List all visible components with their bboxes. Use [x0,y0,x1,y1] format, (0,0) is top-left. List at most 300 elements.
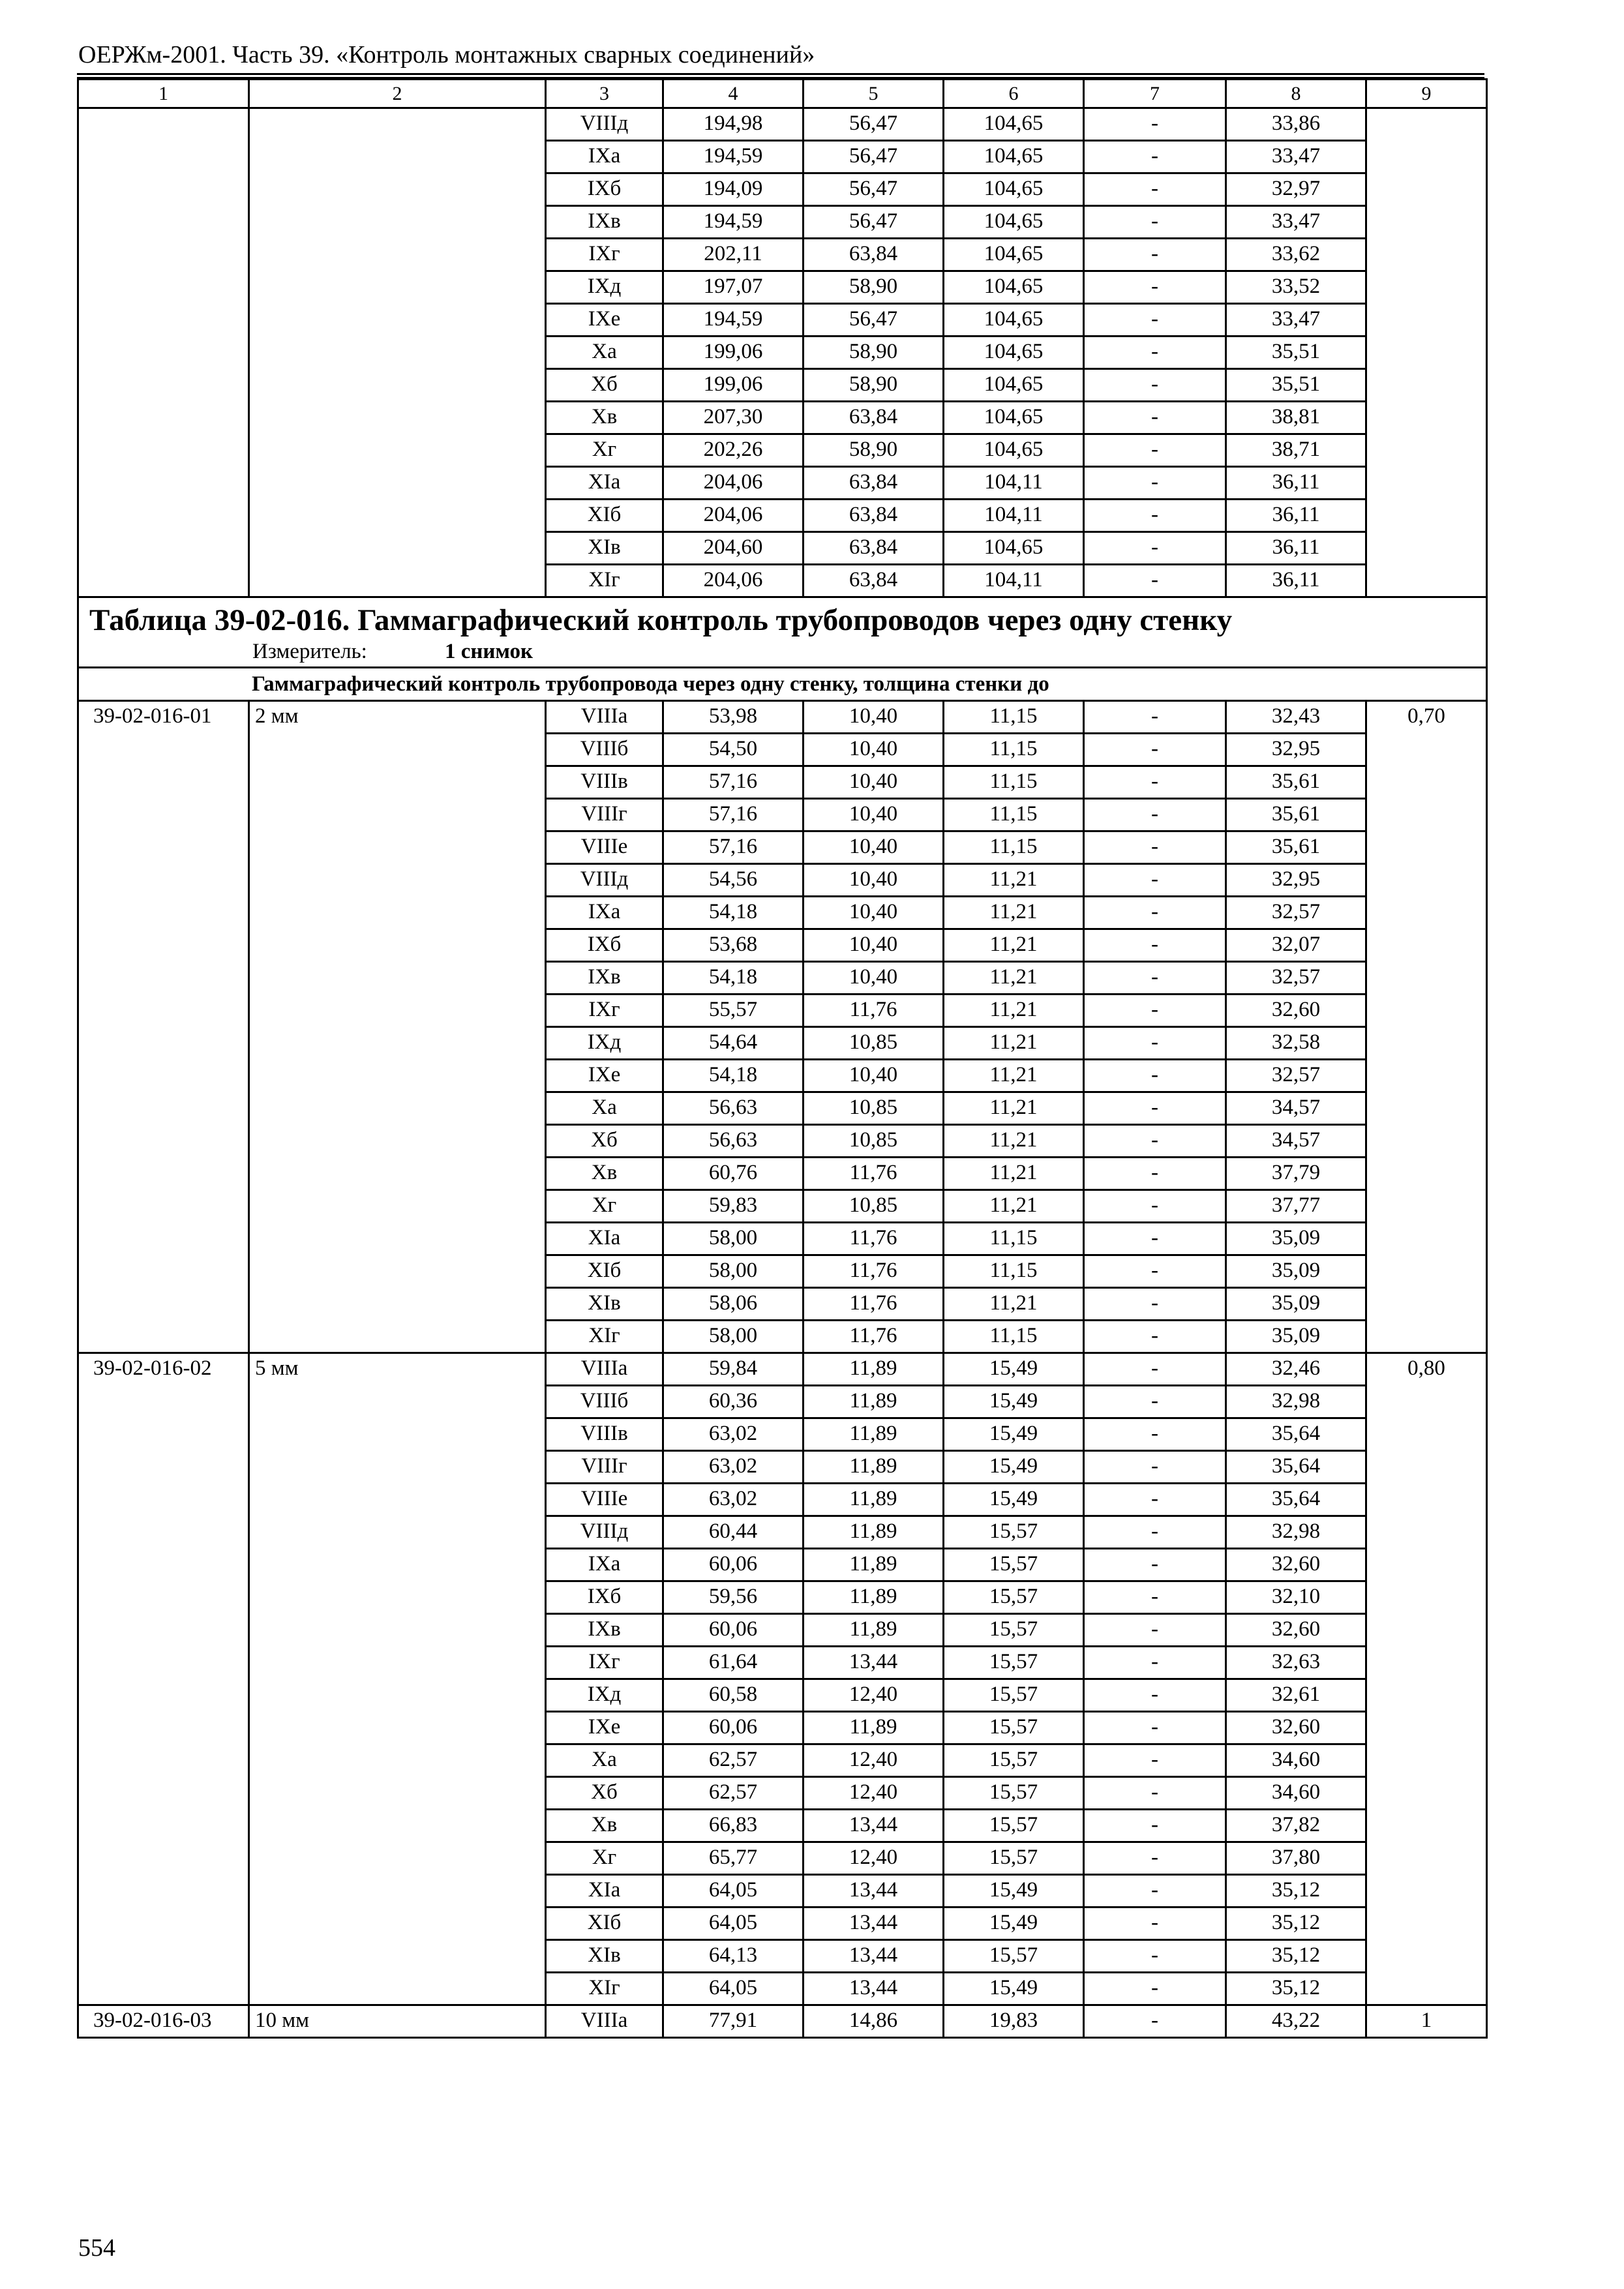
total-cell: 54,18 [663,1060,804,1092]
total-cell: 54,50 [663,734,804,766]
wages-cell: - [1084,1777,1226,1810]
machines-cell: 10,85 [804,1092,944,1125]
column-number: 4 [663,80,804,108]
wages-cell: - [1084,1060,1226,1092]
machines-cell: 63,84 [804,500,944,532]
wages-cell: - [1084,1288,1226,1321]
labor-cell: 32,43 [1226,701,1366,734]
class-cell: VIIIе [546,1484,663,1516]
machines-cell: 10,85 [804,1027,944,1060]
machines-cell: 10,40 [804,962,944,995]
labor-cell: 32,61 [1226,1679,1366,1712]
class-cell: VIIIа [546,1353,663,1386]
labor-cell: 32,46 [1226,1353,1366,1386]
class-cell: XIб [546,1255,663,1288]
materials-cell: 15,49 [944,1908,1084,1940]
materials-cell: 15,57 [944,1679,1084,1712]
materials-cell: 11,15 [944,1255,1084,1288]
materials-cell: 104,65 [944,206,1084,239]
class-cell: IXб [546,929,663,962]
machines-cell: 13,44 [804,1973,944,2005]
labor-cell: 32,10 [1226,1581,1366,1614]
labor-cell: 35,61 [1226,799,1366,831]
wages-cell: - [1084,1223,1226,1255]
materials-cell: 15,49 [944,1875,1084,1908]
labor-cell: 35,61 [1226,831,1366,864]
labor-cell: 33,62 [1226,239,1366,271]
materials-cell: 15,49 [944,1451,1084,1484]
total-cell: 60,76 [663,1158,804,1190]
class-cell: IXб [546,1581,663,1614]
class-cell: VIIIа [546,701,663,734]
total-cell: 65,77 [663,1842,804,1875]
machines-cell: 10,40 [804,799,944,831]
total-cell: 77,91 [663,2005,804,2038]
total-cell: 63,02 [663,1484,804,1516]
wages-cell: - [1084,532,1226,565]
total-cell: 58,06 [663,1288,804,1321]
class-cell: Xа [546,1744,663,1777]
labor-cell: 37,80 [1226,1842,1366,1875]
labor-cell: 32,95 [1226,864,1366,897]
machines-cell: 58,90 [804,337,944,369]
labor-cell: 36,11 [1226,467,1366,500]
labor-cell: 35,51 [1226,369,1366,402]
class-cell: XIб [546,500,663,532]
total-cell: 64,13 [663,1940,804,1973]
machines-cell: 11,89 [804,1451,944,1484]
consumption-cell [1366,108,1487,597]
total-cell: 64,05 [663,1875,804,1908]
total-cell: 194,98 [663,108,804,141]
machines-cell: 11,89 [804,1712,944,1744]
total-cell: 62,57 [663,1777,804,1810]
materials-cell: 104,65 [944,337,1084,369]
class-cell: IXг [546,995,663,1027]
class-cell: IXе [546,304,663,337]
machines-cell: 13,44 [804,1940,944,1973]
labor-cell: 38,81 [1226,402,1366,434]
total-cell: 202,26 [663,434,804,467]
labor-cell: 32,57 [1226,962,1366,995]
wages-cell: - [1084,1973,1226,2005]
class-cell: Xг [546,1190,663,1223]
labor-cell: 43,22 [1226,2005,1366,2038]
total-cell: 194,59 [663,141,804,173]
total-cell: 204,06 [663,565,804,597]
class-cell: Xв [546,402,663,434]
rates-table [77,78,1488,2039]
materials-cell: 11,21 [944,864,1084,897]
labor-cell: 37,77 [1226,1190,1366,1223]
machines-cell: 12,40 [804,1744,944,1777]
column-number: 2 [249,80,546,108]
total-cell: 64,05 [663,1973,804,2005]
total-cell: 60,58 [663,1679,804,1712]
materials-cell: 15,57 [944,1810,1084,1842]
wages-cell: - [1084,1940,1226,1973]
machines-cell: 11,76 [804,1158,944,1190]
table-row [78,1353,1487,1386]
total-cell: 204,60 [663,532,804,565]
total-cell: 62,57 [663,1744,804,1777]
wages-cell: - [1084,1418,1226,1451]
rate-code: 39-02-016-01 [78,701,249,1353]
total-cell: 194,59 [663,304,804,337]
machines-cell: 14,86 [804,2005,944,2038]
machines-cell: 58,90 [804,271,944,304]
class-cell: Xв [546,1158,663,1190]
wages-cell: - [1084,1875,1226,1908]
machines-cell: 11,89 [804,1418,944,1451]
class-cell: IXе [546,1712,663,1744]
class-cell: VIIIе [546,831,663,864]
class-cell: Xг [546,1842,663,1875]
labor-cell: 32,60 [1226,1614,1366,1647]
labor-cell: 36,11 [1226,532,1366,565]
machines-cell: 11,89 [804,1386,944,1418]
wages-cell: - [1084,1125,1226,1158]
total-cell: 199,06 [663,337,804,369]
machines-cell: 11,76 [804,1288,944,1321]
wages-cell: - [1084,1190,1226,1223]
class-cell: VIIIв [546,1418,663,1451]
desc-cell [249,108,546,597]
total-cell: 197,07 [663,271,804,304]
labor-cell: 33,86 [1226,108,1366,141]
machines-cell: 56,47 [804,304,944,337]
wages-cell: - [1084,1614,1226,1647]
class-cell: IXг [546,1647,663,1679]
wages-cell: - [1084,402,1226,434]
table-row [78,108,1487,141]
machines-cell: 11,89 [804,1516,944,1549]
machines-cell: 12,40 [804,1777,944,1810]
wages-cell: - [1084,337,1226,369]
total-cell: 57,16 [663,766,804,799]
class-cell: IXв [546,962,663,995]
materials-cell: 11,21 [944,1125,1084,1158]
materials-cell: 11,15 [944,799,1084,831]
wages-cell: - [1084,1810,1226,1842]
column-number: 8 [1226,80,1366,108]
total-cell: 54,64 [663,1027,804,1060]
materials-cell: 104,11 [944,565,1084,597]
class-cell: XIг [546,1321,663,1353]
rate-code: 39-02-016-02 [78,1353,249,2005]
labor-cell: 34,60 [1226,1777,1366,1810]
materials-cell: 104,65 [944,402,1084,434]
machines-cell: 10,40 [804,897,944,929]
total-cell: 54,18 [663,897,804,929]
machines-cell: 10,40 [804,864,944,897]
total-cell: 58,00 [663,1255,804,1288]
total-cell: 60,44 [663,1516,804,1549]
machines-cell: 13,44 [804,1908,944,1940]
materials-cell: 15,57 [944,1614,1084,1647]
materials-cell: 15,49 [944,1353,1084,1386]
class-cell: IXа [546,897,663,929]
wages-cell: - [1084,1842,1226,1875]
materials-cell: 15,57 [944,1712,1084,1744]
class-cell: IXб [546,173,663,206]
wages-cell: - [1084,1679,1226,1712]
machines-cell: 11,89 [804,1614,944,1647]
wages-cell: - [1084,239,1226,271]
table-row [78,701,1487,734]
machines-cell: 12,40 [804,1842,944,1875]
materials-cell: 11,21 [944,1027,1084,1060]
section-heading: Гаммаграфический контроль трубопровода через одну стенку, толщина стенки до [78,668,1487,701]
materials-cell: 15,57 [944,1842,1084,1875]
total-cell: 53,68 [663,929,804,962]
materials-cell: 11,15 [944,1321,1084,1353]
materials-cell: 11,15 [944,831,1084,864]
wages-cell: - [1084,1549,1226,1581]
rate-description: 2 мм [249,701,546,1353]
materials-cell: 11,21 [944,1158,1084,1190]
materials-cell: 104,65 [944,271,1084,304]
page-number: 554 [78,2234,115,2262]
class-cell: IXа [546,141,663,173]
total-cell: 54,56 [663,864,804,897]
materials-cell: 104,65 [944,434,1084,467]
total-cell: 194,09 [663,173,804,206]
total-cell: 207,30 [663,402,804,434]
class-cell: Xг [546,434,663,467]
consumption-cell: 0,80 [1366,1353,1487,2005]
machines-cell: 63,84 [804,565,944,597]
wages-cell: - [1084,1484,1226,1516]
labor-cell: 35,12 [1226,1940,1366,1973]
materials-cell: 15,49 [944,1484,1084,1516]
materials-cell: 11,21 [944,897,1084,929]
table-row [78,2005,1487,2038]
wages-cell: - [1084,434,1226,467]
materials-cell: 11,15 [944,734,1084,766]
labor-cell: 36,11 [1226,500,1366,532]
wages-cell: - [1084,369,1226,402]
materials-cell: 11,21 [944,995,1084,1027]
wages-cell: - [1084,1386,1226,1418]
total-cell: 64,05 [663,1908,804,1940]
wages-cell: - [1084,1516,1226,1549]
rate-description: 5 мм [249,1353,546,2005]
materials-cell: 11,21 [944,1060,1084,1092]
labor-cell: 33,47 [1226,141,1366,173]
class-cell: VIIIд [546,864,663,897]
wages-cell: - [1084,799,1226,831]
labor-cell: 35,09 [1226,1223,1366,1255]
machines-cell: 10,85 [804,1125,944,1158]
wages-cell: - [1084,1908,1226,1940]
class-cell: XIб [546,1908,663,1940]
materials-cell: 104,65 [944,304,1084,337]
materials-cell: 11,21 [944,962,1084,995]
wages-cell: - [1084,141,1226,173]
class-cell: Xб [546,1777,663,1810]
meter-value: 1 снимок [445,640,533,663]
materials-cell: 11,15 [944,766,1084,799]
class-cell: Xв [546,1810,663,1842]
wages-cell: - [1084,467,1226,500]
labor-cell: 37,82 [1226,1810,1366,1842]
machines-cell: 56,47 [804,108,944,141]
materials-cell: 104,65 [944,141,1084,173]
materials-cell: 15,57 [944,1549,1084,1581]
materials-cell: 104,11 [944,500,1084,532]
table-title-row [78,597,1487,668]
wages-cell: - [1084,304,1226,337]
materials-cell: 104,65 [944,369,1084,402]
labor-cell: 34,57 [1226,1092,1366,1125]
rate-code: 39-02-016-03 [78,2005,249,2038]
labor-cell: 35,12 [1226,1875,1366,1908]
total-cell: 66,83 [663,1810,804,1842]
materials-cell: 104,65 [944,239,1084,271]
labor-cell: 36,11 [1226,565,1366,597]
labor-cell: 32,60 [1226,1712,1366,1744]
materials-cell: 11,15 [944,701,1084,734]
machines-cell: 13,44 [804,1810,944,1842]
wages-cell: - [1084,1321,1226,1353]
class-cell: VIIIб [546,1386,663,1418]
total-cell: 60,36 [663,1386,804,1418]
materials-cell: 104,11 [944,467,1084,500]
machines-cell: 11,76 [804,995,944,1027]
machines-cell: 13,44 [804,1647,944,1679]
materials-cell: 19,83 [944,2005,1084,2038]
machines-cell: 11,76 [804,1223,944,1255]
total-cell: 194,59 [663,206,804,239]
machines-cell: 12,40 [804,1679,944,1712]
wages-cell: - [1084,1353,1226,1386]
wages-cell: - [1084,1647,1226,1679]
machines-cell: 63,84 [804,402,944,434]
labor-cell: 35,64 [1226,1484,1366,1516]
materials-cell: 15,57 [944,1777,1084,1810]
class-cell: XIа [546,1223,663,1255]
wages-cell: - [1084,962,1226,995]
total-cell: 59,84 [663,1353,804,1386]
machines-cell: 10,40 [804,1060,944,1092]
labor-cell: 32,58 [1226,1027,1366,1060]
total-cell: 58,00 [663,1223,804,1255]
wages-cell: - [1084,864,1226,897]
labor-cell: 35,64 [1226,1451,1366,1484]
total-cell: 63,02 [663,1451,804,1484]
wages-cell: - [1084,206,1226,239]
labor-cell: 32,57 [1226,897,1366,929]
total-cell: 202,11 [663,239,804,271]
machines-cell: 56,47 [804,206,944,239]
class-cell: VIIIг [546,799,663,831]
labor-cell: 32,98 [1226,1516,1366,1549]
wages-cell: - [1084,766,1226,799]
machines-cell: 63,84 [804,532,944,565]
class-cell: IXг [546,239,663,271]
labor-cell: 34,57 [1226,1125,1366,1158]
table-title: Таблица 39-02-016. Гаммаграфический контроль трубопроводов через одну стенку [89,603,1233,637]
machines-cell: 63,84 [804,467,944,500]
class-cell: XIа [546,467,663,500]
header-rule [77,73,1484,75]
total-cell: 53,98 [663,701,804,734]
wages-cell: - [1084,995,1226,1027]
wages-cell: - [1084,1744,1226,1777]
total-cell: 60,06 [663,1614,804,1647]
labor-cell: 33,47 [1226,304,1366,337]
wages-cell: - [1084,1255,1226,1288]
wages-cell: - [1084,831,1226,864]
labor-cell: 35,12 [1226,1973,1366,2005]
class-cell: XIв [546,1940,663,1973]
labor-cell: 32,60 [1226,995,1366,1027]
class-cell: VIIIд [546,108,663,141]
materials-cell: 104,65 [944,108,1084,141]
total-cell: 56,63 [663,1092,804,1125]
wages-cell: - [1084,500,1226,532]
running-header: ОЕРЖм-2001. Часть 39. «Контроль монтажных сварных соединений» [78,41,815,68]
class-cell: Xб [546,1125,663,1158]
machines-cell: 10,40 [804,831,944,864]
machines-cell: 10,40 [804,929,944,962]
total-cell: 60,06 [663,1712,804,1744]
labor-cell: 35,09 [1226,1255,1366,1288]
materials-cell: 11,21 [944,929,1084,962]
labor-cell: 38,71 [1226,434,1366,467]
machines-cell: 11,76 [804,1321,944,1353]
class-cell: IXд [546,1679,663,1712]
labor-cell: 32,95 [1226,734,1366,766]
materials-cell: 11,21 [944,1190,1084,1223]
materials-cell: 15,49 [944,1386,1084,1418]
wages-cell: - [1084,108,1226,141]
class-cell: VIIIа [546,2005,663,2038]
class-cell: XIа [546,1875,663,1908]
class-cell: IXд [546,271,663,304]
class-cell: VIIIг [546,1451,663,1484]
labor-cell: 35,61 [1226,766,1366,799]
machines-cell: 58,90 [804,434,944,467]
machines-cell: 10,40 [804,701,944,734]
wages-cell: - [1084,173,1226,206]
materials-cell: 15,57 [944,1647,1084,1679]
machines-cell: 11,89 [804,1353,944,1386]
machines-cell: 11,89 [804,1484,944,1516]
consumption-cell: 0,70 [1366,701,1487,1353]
materials-cell: 15,49 [944,1418,1084,1451]
labor-cell: 35,09 [1226,1288,1366,1321]
labor-cell: 32,60 [1226,1549,1366,1581]
wages-cell: - [1084,701,1226,734]
labor-cell: 32,57 [1226,1060,1366,1092]
labor-cell: 35,12 [1226,1908,1366,1940]
machines-cell: 11,89 [804,1581,944,1614]
labor-cell: 32,63 [1226,1647,1366,1679]
machines-cell: 63,84 [804,239,944,271]
total-cell: 58,00 [663,1321,804,1353]
total-cell: 56,63 [663,1125,804,1158]
machines-cell: 11,89 [804,1549,944,1581]
machines-cell: 13,44 [804,1875,944,1908]
materials-cell: 15,57 [944,1744,1084,1777]
machines-cell: 58,90 [804,369,944,402]
labor-cell: 32,07 [1226,929,1366,962]
labor-cell: 33,52 [1226,271,1366,304]
total-cell: 199,06 [663,369,804,402]
machines-cell: 10,85 [804,1190,944,1223]
